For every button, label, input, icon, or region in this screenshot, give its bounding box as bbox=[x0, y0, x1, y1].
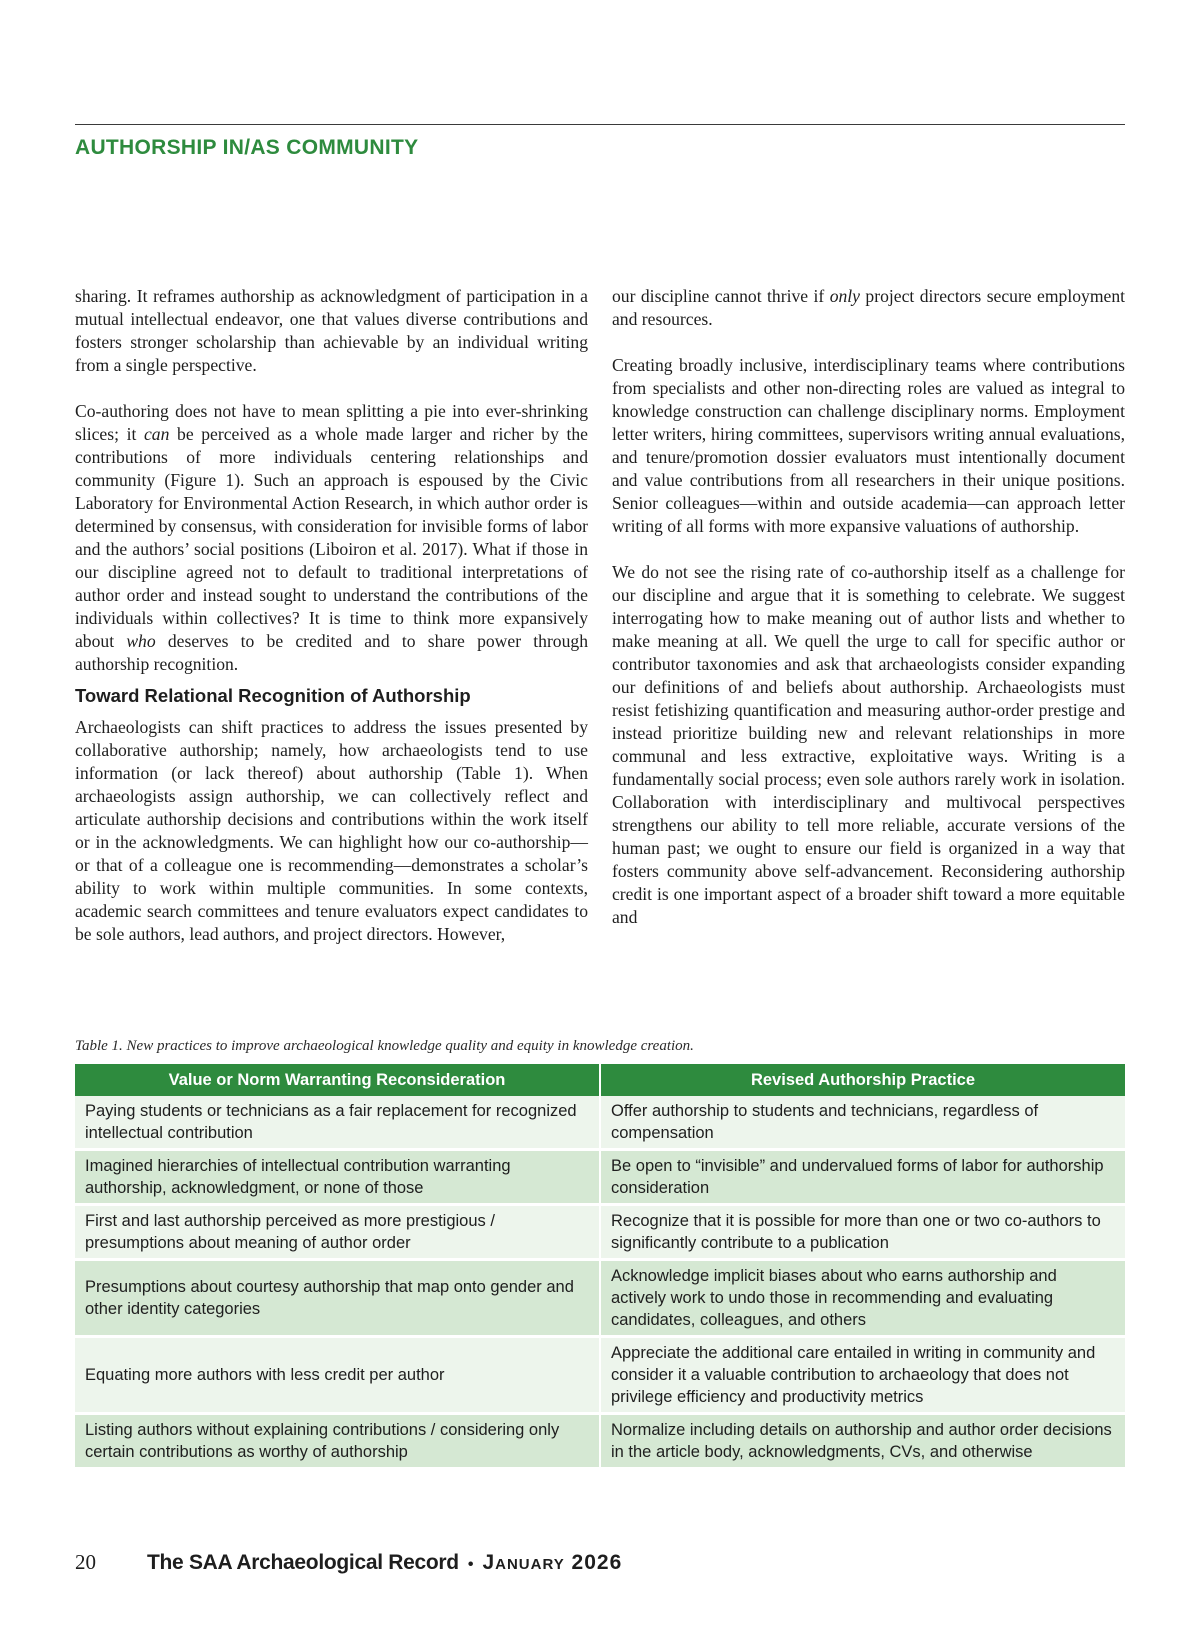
practice-cell: Be open to “invisible” and undervalued forms of labor for authorship consideration bbox=[600, 1150, 1125, 1205]
value-cell: Equating more authors with less credit per author bbox=[75, 1337, 600, 1414]
column-header-practice: Revised Authorship Practice bbox=[600, 1064, 1125, 1096]
right-column bbox=[612, 285, 1125, 929]
left-column bbox=[75, 285, 588, 946]
paragraph: Archaeologists can shift practices to address the issues presented by collaborative authorship; namely, how archaeologists tend to use information (or lack thereof) about authorship (Table 1). When archaeologists assign authorship, we can collectively reflect and articulate authorship decisions and contributions within the work itself or in the acknowledgments. We can highlight how our co-authorship—or that of a colleague one is recommending—demonstrates a scholar’s ability to work within multiple communities. In some contexts, academic search committees and tenure evaluators expect candidates to be sole authors, lead authors, and project directors. However, bbox=[75, 717, 588, 944]
table-header-row bbox=[75, 1064, 1125, 1096]
table-row bbox=[75, 1150, 1125, 1205]
text-run: be perceived as a whole made larger and richer by the contributions of more individuals centering relationships and community (Figure 1). Such an approach is espoused by the Civic Laboratory for Environmental Action Research, in which author order is determined by consensus, with consideration for invisible forms of labor and the authors’ social positions (Liboiron et al. 2017). What if those in our discipline agreed not to default to traditional interpretations of author order and instead sought to understand the contributions of the individuals within collectives? It is time to think more expansively about bbox=[75, 424, 588, 651]
paragraph: sharing. It reframes authorship as acknowledgment of participation in a mutual intellectual endeavor, one that values diverse contributions and fosters stronger scholarship than achievable by an individual writing from a single perspective. bbox=[75, 286, 588, 375]
table-caption: Table 1. New practices to improve archaeological knowledge quality and equity in knowledge creation. bbox=[75, 1038, 694, 1054]
table-row bbox=[75, 1260, 1125, 1337]
value-cell: First and last authorship perceived as more prestigious / presumptions about meaning of author order bbox=[75, 1205, 600, 1260]
text-run: project directors secure employment and resources. bbox=[612, 286, 1125, 329]
paragraph: Creating broadly inclusive, interdisciplinary teams where contributions from specialists and other non-directing roles are valued as integral to knowledge construction can challenge disciplinary norms. Employment letter writers, hiring committees, supervisors writing annual evaluations, and tenure/promotion dossier evaluators must intentionally document and value contributions from all researchers in their unique positions. Senior colleagues—within and outside academia—can approach letter writing of all forms with more expansive valuations of authorship. bbox=[612, 355, 1125, 536]
table-row bbox=[75, 1414, 1125, 1469]
issue-date: January 2026 bbox=[482, 1551, 623, 1574]
practice-cell: Appreciate the additional care entailed in writing in community and consider it a valuable contribution to archaeology that does not privilege efficiency and productivity metrics bbox=[600, 1337, 1125, 1414]
section-heading: Toward Relational Recognition of Authorship bbox=[75, 685, 471, 706]
practice-cell: Normalize including details on authorship and author order decisions in the article body, acknowledgments, CVs, and otherwise bbox=[600, 1414, 1125, 1469]
paragraph bbox=[612, 285, 1125, 331]
header-rule bbox=[75, 124, 1125, 125]
emphasis: can bbox=[144, 424, 170, 444]
page-footer bbox=[75, 1550, 622, 1575]
value-cell: Paying students or technicians as a fair replacement for recognized intellectual contribution bbox=[75, 1096, 600, 1150]
table-row bbox=[75, 1337, 1125, 1414]
practice-cell: Recognize that it is possible for more than one or two co-authors to significantly contribute to a publication bbox=[600, 1205, 1125, 1260]
text-run: Co-authoring does not have to mean splitting a pie into ever-shrinking slices; it bbox=[75, 401, 588, 444]
column-header-value: Value or Norm Warranting Reconsideration bbox=[75, 1064, 600, 1096]
emphasis: who bbox=[126, 631, 156, 651]
practice-cell: Acknowledge implicit biases about who earns authorship and actively work to undo those in recommending and evaluating candidates, colleagues, and others bbox=[600, 1260, 1125, 1337]
text-run: our discipline cannot thrive if bbox=[612, 286, 830, 306]
practice-cell: Offer authorship to students and technicians, regardless of compensation bbox=[600, 1096, 1125, 1150]
journal-title: The SAA Archaeological Record bbox=[147, 1551, 459, 1574]
page-number: 20 bbox=[75, 1550, 96, 1574]
practices-table bbox=[75, 1064, 1125, 1470]
table-row bbox=[75, 1205, 1125, 1260]
value-cell: Imagined hierarchies of intellectual contribution warranting authorship, acknowledgment, or none of those bbox=[75, 1150, 600, 1205]
emphasis: only bbox=[829, 286, 860, 306]
paragraph bbox=[75, 400, 588, 676]
section-title: AUTHORSHIP IN/AS COMMUNITY bbox=[75, 136, 419, 159]
footer-bullet: • bbox=[467, 1556, 474, 1573]
value-cell: Listing authors without explaining contributions / considering only certain contributions as worthy of authorship bbox=[75, 1414, 600, 1469]
table-row bbox=[75, 1096, 1125, 1150]
text-run: deserves to be credited and to share power through authorship recognition. bbox=[75, 631, 588, 674]
paragraph: We do not see the rising rate of co-authorship itself as a challenge for our discipline and argue that it is something to celebrate. We suggest interrogating how to make meaning out of author lists and whether to make meaning at all. We quell the urge to call for specific author or contributor taxonomies and ask that archaeologists consider expanding our definitions of and beliefs about authorship. Archaeologists must resist fetishizing quantification and measuring author-order prestige and instead prioritize building new and relevant relationships in more communal and less extractive, exploitative ways. Writing is a fundamentally social process; even sole authors rarely work in isolation. Collaboration with interdisciplinary and multivocal perspectives strengthens our ability to tell more reliable, accurate versions of the human past; we ought to ensure our field is organized in a way that fosters community above self-advancement. Reconsidering authorship credit is one important aspect of a broader shift toward a more equitable and bbox=[612, 562, 1125, 927]
value-cell: Presumptions about courtesy authorship that map onto gender and other identity categories bbox=[75, 1260, 600, 1337]
